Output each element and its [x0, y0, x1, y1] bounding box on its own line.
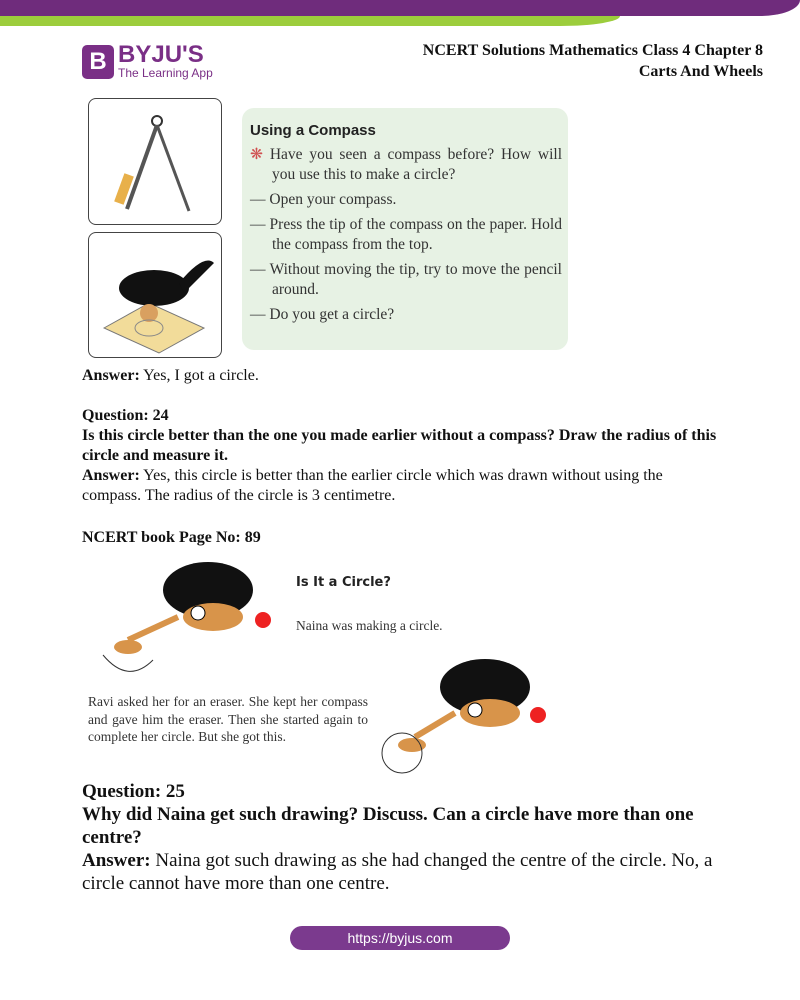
logo-mark-icon: B — [82, 45, 114, 79]
question-24 — [82, 406, 722, 506]
story-heading: Is It a Circle? — [296, 575, 391, 590]
compass-illustration — [88, 98, 222, 225]
box-heading: Using a Compass — [250, 122, 376, 139]
title-line1: NCERT Solutions Mathematics Class 4 Chapter 8 — [422, 42, 763, 59]
header-accent — [0, 16, 620, 26]
header-band — [0, 0, 800, 16]
answer-text: Naina got such drawing as she had changed the centre of the circle. No, a circle cannot have more than one centre. — [82, 850, 713, 894]
story-paragraph: Ravi asked her for an eraser. She kept her compass and gave him the eraser. Then she started again to complete her circle. But she got this. — [88, 694, 368, 744]
girl-drawing-icon — [89, 233, 223, 359]
naina-illustration-2 — [370, 655, 560, 775]
intro-text: Have you seen a compass before? How will you use this to make a circle? — [269, 146, 563, 183]
using-compass-box — [242, 108, 568, 350]
logo-brand: BYJU'S — [118, 41, 204, 68]
box-intro — [250, 145, 562, 185]
story-line1: Naina was making a circle. — [296, 618, 443, 633]
q23-answer — [82, 366, 722, 386]
page-title — [423, 40, 763, 82]
question-label: Question: 25 — [82, 781, 185, 802]
naina-illustration-1 — [88, 555, 288, 675]
logo-tagline: The Learning App — [118, 66, 213, 80]
answer-label: Answer: — [82, 850, 151, 871]
answer — [82, 466, 722, 506]
footer-url-link[interactable]: https://byjus.com — [290, 926, 510, 950]
step: — Without moving the tip, try to move the pencil around. — [250, 261, 562, 298]
question-text: Why did Naina get such drawing? Discuss. Can a circle have more than one centre? — [82, 804, 694, 848]
title-line2: Carts And Wheels — [638, 63, 763, 80]
byjus-logo — [82, 41, 213, 80]
step: — Open your compass. — [250, 191, 397, 208]
answer-label: Answer: — [82, 467, 140, 484]
answer-label: Answer: — [82, 367, 140, 384]
compass-icon — [89, 99, 223, 226]
answer-text: Yes, I got a circle. — [139, 367, 259, 384]
step: — Do you get a circle? — [250, 306, 395, 323]
question-25 — [82, 780, 722, 895]
page-reference: NCERT book Page No: 89 — [82, 529, 261, 546]
question-label: Question: 24 — [82, 407, 169, 424]
step: — Press the tip of the compass on the paper. Hold the compass from the top. — [250, 216, 562, 253]
girl-drawing-illustration — [88, 232, 222, 358]
answer — [82, 849, 722, 895]
question-text: Is this circle better than the one you made earlier without a compass? Draw the radius of this circle and measure it. — [82, 427, 717, 464]
answer-text: Yes, this circle is better than the earlier circle which was drawn without using the compass. The radius of the circle is 3 centimetre. — [82, 467, 663, 504]
bullet-icon: ❋ — [250, 146, 263, 163]
